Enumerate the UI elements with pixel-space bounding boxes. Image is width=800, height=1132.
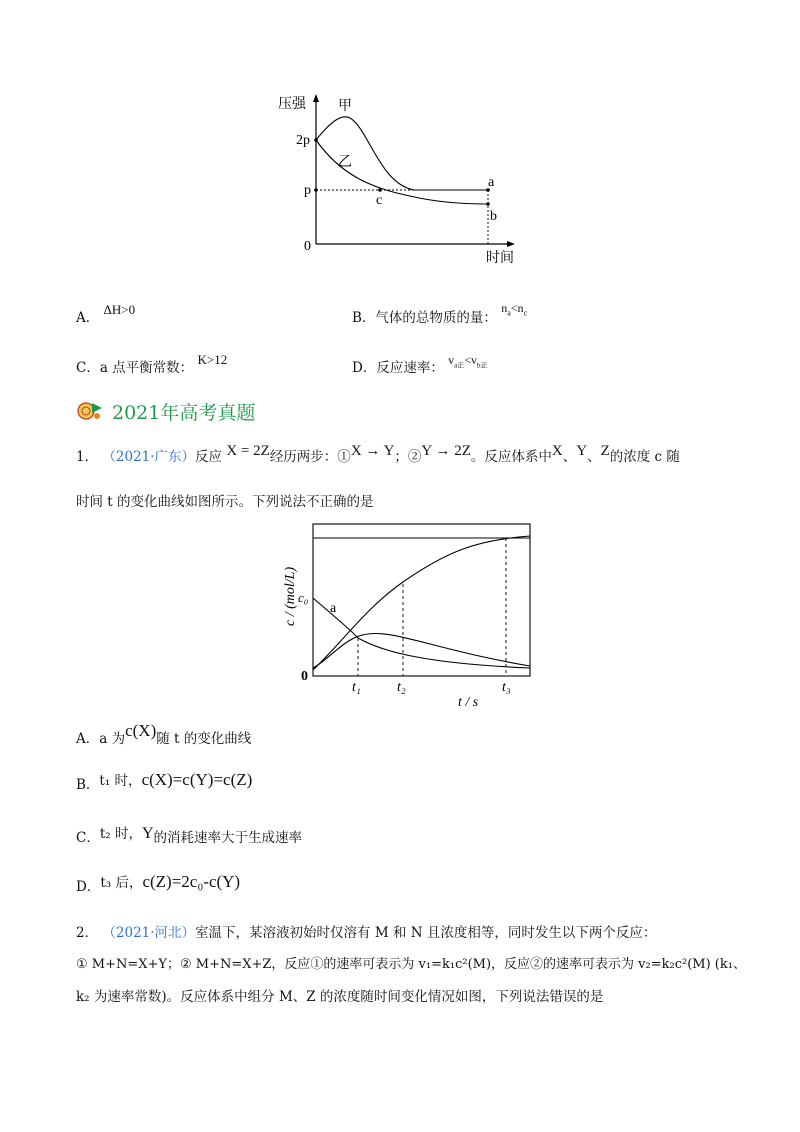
q1-option-b[interactable]: [76, 772, 252, 797]
q2-line2: ① M+N=X+Y；② M+N=X+Z，反应①的速率可表示为 v₁=k₁c²(M)，反应②的速率可表示为 v₂=k₂c²(M) (k₁、: [76, 957, 746, 972]
option-letter: C．: [76, 830, 100, 846]
option-pre: t₃ 后，: [100, 875, 143, 891]
option-letter: C．: [76, 360, 100, 376]
point-b: [486, 202, 490, 206]
plot-frame: [313, 524, 530, 676]
q1-option-d[interactable]: [76, 874, 240, 899]
concentration-time-figure: [276, 518, 536, 710]
tick-2p: 2p: [296, 133, 310, 148]
q2-line1: [76, 921, 656, 941]
q1-option-c[interactable]: [76, 826, 302, 850]
option-post: 的消耗速率大于生成速率: [153, 830, 303, 846]
q1-source: （2021·广东）: [102, 449, 196, 465]
x-axis-label: 时间: [486, 251, 514, 266]
q1-species-x: X: [551, 443, 563, 459]
section-icon: [76, 399, 104, 421]
q1-option-a[interactable]: [76, 721, 252, 751]
curve-a: [313, 598, 530, 668]
point-2p: [314, 138, 318, 142]
x-axis-label: t / s: [458, 695, 479, 710]
q1-eq2: X → Y: [350, 443, 395, 459]
option-math: K>12: [197, 352, 228, 367]
option-math: c(Z)=2c₀-c(Y): [142, 872, 241, 891]
option-letter: A．: [76, 310, 100, 326]
q1-stem-line2: 时间 t 的变化曲线如图所示。下列说法不正确的是: [76, 494, 374, 510]
label-yi: 乙: [338, 155, 352, 170]
curve-jia: [316, 117, 488, 190]
q1-eq3: Y → 2Z: [421, 443, 471, 459]
origin-label: 0: [301, 669, 308, 684]
x-axis-arrow: [507, 241, 515, 247]
option-letter: B．: [352, 310, 376, 326]
y-axis-label: 压强: [278, 97, 306, 112]
label-c: c: [376, 193, 383, 208]
option-math: ΔH>0: [103, 302, 136, 317]
option-math: $v_{a正}<v_{b正}$: [448, 353, 488, 370]
q2-text: 室温下，某溶液初始时仅溶有 M 和 N 且浓度相等，同时发生以下两个反应：: [195, 925, 657, 941]
q1-separator: 、: [562, 449, 577, 465]
option-letter: D．: [76, 879, 101, 895]
curve-a-label: a: [330, 601, 337, 616]
option-math: $n_a<n_c$: [501, 301, 528, 318]
t2-label: t₂: [397, 680, 406, 695]
option-post: 随 t 的变化曲线: [156, 731, 252, 747]
q1-stem-text: 。反应体系中: [470, 449, 552, 465]
option-math: Y: [141, 825, 154, 842]
q1-stem-text: 经历两步：①: [269, 449, 351, 465]
origin-label: 0: [304, 239, 311, 254]
option-letter: A．: [76, 731, 100, 747]
tick-p: p: [304, 183, 311, 198]
option-pre: t₂ 时，: [99, 826, 142, 842]
q1-eq1: X = 2Z: [226, 443, 270, 459]
pressure-time-figure: [270, 92, 530, 272]
option-pre: a 为: [99, 731, 126, 747]
option-d[interactable]: [352, 353, 488, 378]
q1-stem-line1: [76, 444, 680, 470]
point-c: [378, 188, 382, 192]
point-p: [314, 188, 318, 192]
q1-number: 1．: [76, 449, 99, 465]
label-a: a: [488, 175, 495, 190]
q1-species-y: Y: [576, 443, 588, 459]
option-math: c(X): [125, 721, 157, 740]
option-letter: D．: [352, 360, 377, 376]
q1-stem-text: 的浓度 c 随: [609, 449, 680, 465]
q2-line3: k₂ 为速率常数)。反应体系中组分 M、Z 的浓度随时间变化情况如图，下列说法错误的是: [76, 989, 604, 1005]
option-text: a 点平衡常数：: [99, 360, 194, 376]
section-title: 2021年高考真题: [112, 402, 256, 424]
q1-stem-text: 反应: [195, 449, 223, 465]
option-c[interactable]: [76, 352, 228, 376]
curve-y: [313, 633, 530, 668]
option-a[interactable]: [76, 302, 136, 326]
option-text: 气体的总物质的量：: [375, 310, 497, 326]
q1-stem-text: ；②: [394, 449, 422, 465]
label-jia: 甲: [338, 99, 352, 114]
option-letter: B．: [76, 777, 100, 793]
y-axis-label: c / (mol/L): [283, 566, 298, 626]
q2-source: （2021·河北）: [102, 925, 196, 941]
option-pre: t₁ 时，: [99, 773, 142, 789]
label-b: b: [490, 209, 497, 224]
t3-label: t₃: [502, 680, 511, 695]
q2-number: 2．: [76, 925, 99, 941]
q1-species-z: Z: [600, 443, 610, 459]
option-text: 反应速率：: [376, 360, 444, 376]
c0-label: c₀: [298, 590, 309, 605]
option-b[interactable]: [352, 301, 528, 327]
curve-z: [313, 536, 530, 670]
q1-separator: 、: [587, 449, 601, 465]
t1-label: t₁: [352, 680, 361, 695]
y-axis-arrow: [313, 94, 319, 102]
curve-yi: [316, 140, 488, 204]
option-math: c(X)=c(Y)=c(Z): [141, 770, 253, 789]
